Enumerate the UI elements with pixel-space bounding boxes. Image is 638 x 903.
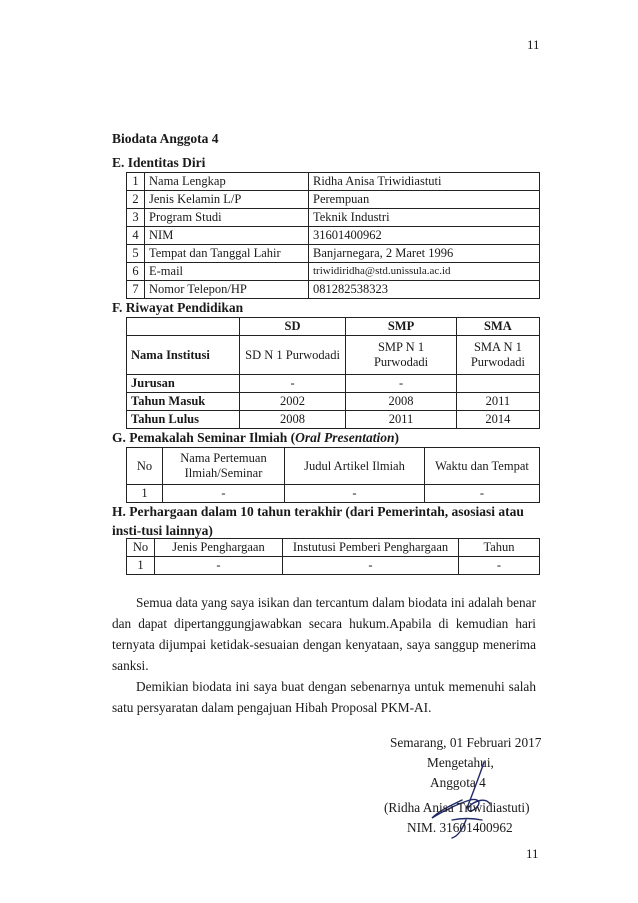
section-g-heading (112, 430, 399, 446)
row-value: 081282538323 (309, 281, 540, 299)
header-sma: SMA (456, 318, 539, 336)
section-g-heading-italic: Oral Presentation (295, 430, 395, 445)
header-waktu-tempat: Waktu dan Tempat (425, 448, 540, 485)
header-smp: SMP (346, 318, 457, 336)
table-header-row (127, 539, 540, 557)
row-no: 6 (127, 263, 145, 281)
table-row (127, 191, 540, 209)
cell-sd: 2002 (239, 393, 345, 411)
row-label: Tahun Lulus (127, 411, 240, 429)
identitas-diri-table (126, 172, 540, 299)
row-label: Jenis Kelamin L/P (145, 191, 309, 209)
header-jenis: Jenis Penghargaan (155, 539, 283, 557)
table-row (127, 336, 540, 375)
cell-tahun: - (459, 557, 540, 575)
table-row (127, 393, 540, 411)
table-row (127, 281, 540, 299)
statement-paragraph-2: Demikian biodata ini saya buat dengan sebenarnya untuk memenuhi salah satu persyaratan dalam pengajuan Hibah Proposal PKM-AI. (112, 679, 536, 715)
cell-nama: - (163, 485, 285, 503)
section-h-heading: H. Perhargaan dalam 10 tahun terakhir (dari Pemerintah, asosiasi atau insti-tusi lainnya) (112, 504, 524, 538)
header-empty (127, 318, 240, 336)
cell-sma: 2014 (456, 411, 539, 429)
table-row (127, 209, 540, 227)
row-label: Nama Institusi (127, 336, 240, 375)
table-header-row (127, 448, 540, 485)
table-row (127, 557, 540, 575)
row-label: Nama Lengkap (145, 173, 309, 191)
row-value: Teknik Industri (309, 209, 540, 227)
cell-sd: SD N 1 Purwodadi (239, 336, 345, 375)
row-label: E-mail (145, 263, 309, 281)
signer-nim: NIM. 31601400962 (407, 820, 513, 835)
anggota-label: Anggota 4 (430, 775, 486, 790)
table-row (127, 227, 540, 245)
row-label: Tahun Masuk (127, 393, 240, 411)
row-label: Jurusan (127, 375, 240, 393)
page-number-top: 11 (527, 37, 540, 52)
row-label: Program Studi (145, 209, 309, 227)
cell-smp: SMP N 1 Purwodadi (346, 336, 457, 375)
header-institusi: Instutusi Pemberi Penghargaan (283, 539, 459, 557)
header-nama-pertemuan: Nama Pertemuan Ilmiah/Seminar (163, 448, 285, 485)
section-f-heading: F. Riwayat Pendidikan (112, 300, 244, 315)
row-no: 5 (127, 245, 145, 263)
row-label: Tempat dan Tanggal Lahir (145, 245, 309, 263)
statement-paragraph-1: Semua data yang saya isikan dan tercantum dalam biodata ini adalah benar dan dapat dipertanggungjawabkan secara hukum.Apabila di kemudian hari ternyata dijumpai ketidak-sesuaian dengan kenyataan, saya sanggup menerima sanksi. (112, 595, 536, 673)
row-label: Nomor Telepon/HP (145, 281, 309, 299)
table-row (127, 375, 540, 393)
header-judul-artikel: Judul Artikel Ilmiah (285, 448, 425, 485)
signer-name: (Ridha Anisa Triwidiastuti) (384, 800, 530, 815)
header-sd: SD (239, 318, 345, 336)
cell-no: 1 (127, 485, 163, 503)
row-no: 7 (127, 281, 145, 299)
header-tahun: Tahun (459, 539, 540, 557)
header-no: No (127, 539, 155, 557)
table-row (127, 173, 540, 191)
cell-sma: 2011 (456, 393, 539, 411)
row-value: Banjarnegara, 2 Maret 1996 (309, 245, 540, 263)
row-no: 3 (127, 209, 145, 227)
penghargaan-table (126, 538, 540, 575)
table-row (127, 263, 540, 281)
cell-smp: 2008 (346, 393, 457, 411)
cell-jenis: - (155, 557, 283, 575)
table-header-row (127, 318, 540, 336)
cell-judul: - (285, 485, 425, 503)
row-value: Perempuan (309, 191, 540, 209)
cell-smp: - (346, 375, 457, 393)
cell-waktu: - (425, 485, 540, 503)
mengetahui-label: Mengetahui, (427, 755, 494, 770)
cell-smp: 2011 (346, 411, 457, 429)
row-value: Ridha Anisa Triwidiastuti (309, 173, 540, 191)
section-g-heading-main: G. Pemakalah Seminar Ilmiah ( (112, 430, 296, 445)
table-row (127, 245, 540, 263)
row-label: NIM (145, 227, 309, 245)
row-no: 2 (127, 191, 145, 209)
pemakalah-seminar-table (126, 447, 540, 503)
cell-no: 1 (127, 557, 155, 575)
riwayat-pendidikan-table (126, 317, 540, 429)
section-g-heading-end: ) (394, 430, 400, 445)
row-no: 1 (127, 173, 145, 191)
table-row (127, 485, 540, 503)
row-no: 4 (127, 227, 145, 245)
row-value: triwidiridha@std.unissula.ac.id (309, 263, 540, 281)
cell-sd: - (239, 375, 345, 393)
place-date: Semarang, 01 Februari 2017 (390, 735, 542, 750)
section-e-heading: E. Identitas Diri (112, 155, 206, 170)
table-row (127, 411, 540, 429)
header-no: No (127, 448, 163, 485)
cell-sma: SMA N 1 Purwodadi (456, 336, 539, 375)
cell-sma (456, 375, 539, 393)
cell-sd: 2008 (239, 411, 345, 429)
page-number-bottom: 11 (526, 846, 539, 861)
row-value: 31601400962 (309, 227, 540, 245)
cell-institusi: - (283, 557, 459, 575)
document-title: Biodata Anggota 4 (112, 131, 219, 146)
